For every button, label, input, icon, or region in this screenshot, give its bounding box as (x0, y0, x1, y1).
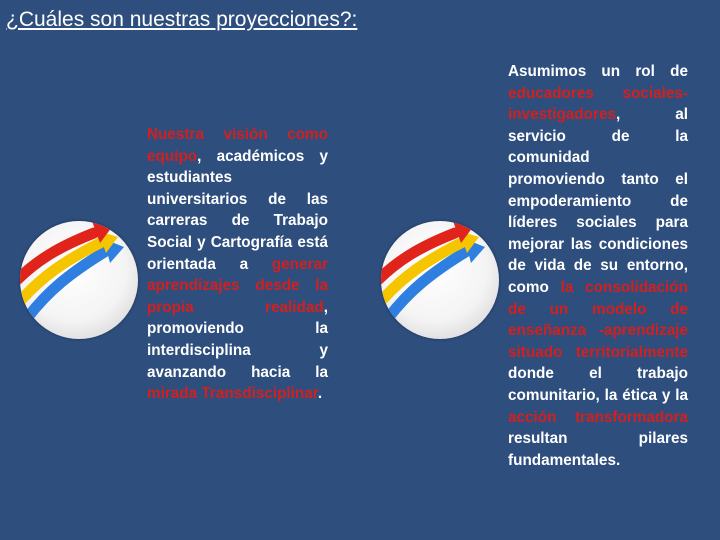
vision-text (147, 124, 328, 405)
highlighted-phrase: educadores sociales-investigadores (508, 84, 688, 124)
highlighted-phrase: mirada Transdisciplinar (147, 385, 318, 403)
highlighted-phrase: acción transformadora (508, 408, 688, 426)
text-phrase: , académicos y estudiantes universitarios de las carreras de Trabajo Social y Cartografía está orientada a (147, 147, 328, 273)
role-text (508, 61, 688, 471)
slide-title: ¿Cuáles son nuestras proyecciones?: (6, 8, 358, 31)
growth-arrows-icon (381, 221, 499, 339)
highlighted-phrase: la consolidación de un modelo de enseñanza -aprendizaje situado territorialmente (508, 278, 688, 361)
highlighted-phrase: generar aprendizajes desde la propia realidad (147, 255, 328, 316)
text-phrase: , al servicio de la comunidad promoviendo tanto el empoderamiento de líderes sociales para mejorar las condiciones de vida de su entorno, como (508, 106, 688, 296)
text-phrase: Asumimos un rol de (508, 63, 688, 80)
text-phrase: donde el trabajo comunitario, la ética y la (508, 365, 688, 404)
arrows-graphic (381, 221, 499, 339)
growth-arrows-icon (20, 221, 138, 339)
text-phrase: resultan pilares fundamentales. (508, 430, 688, 469)
text-phrase: , promoviendo la interdisciplina y avanzando hacia la (147, 298, 328, 381)
text-phrase: . (317, 385, 323, 403)
arrows-graphic (20, 221, 138, 339)
highlighted-phrase: Nuestra visión como equipo (147, 126, 328, 165)
